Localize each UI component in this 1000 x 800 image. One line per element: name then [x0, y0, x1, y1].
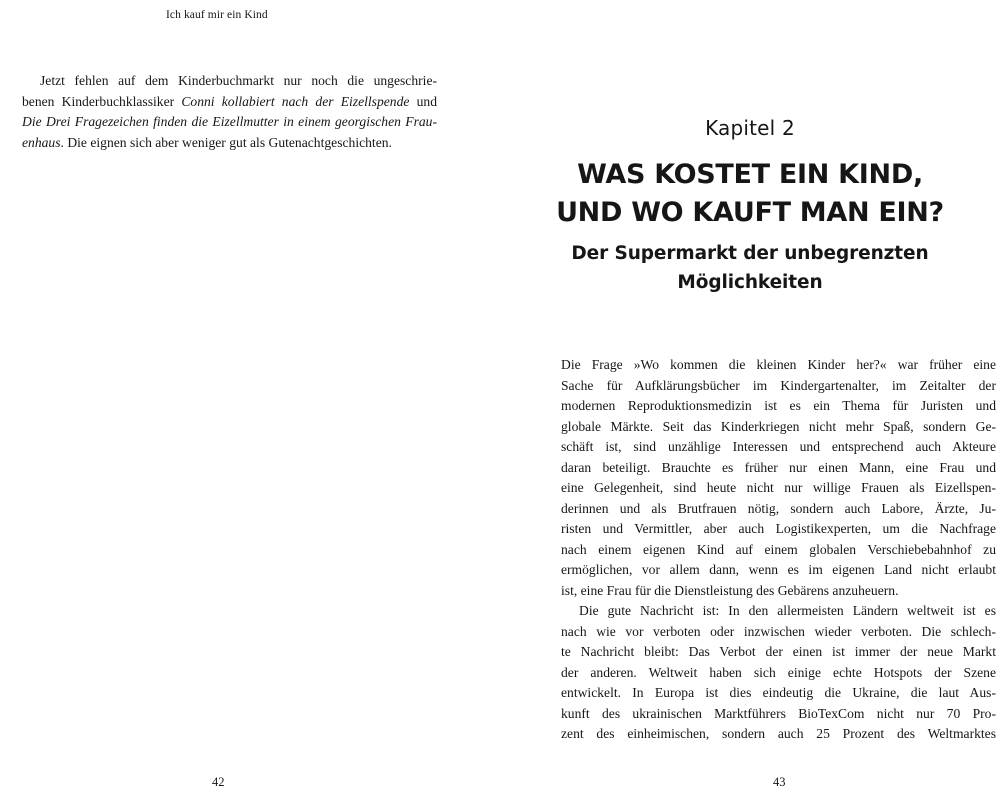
text-line: ermöglichen, vor allem dann, wenn es im eigenen Land nicht erlaubt: [561, 562, 996, 577]
text-line: Die gute Nachricht ist: In den allermeisten Ländern weltweit ist es: [579, 603, 996, 618]
text-line: daran beteiligt. Brauchte es früher nur einen Mann, eine Frau und: [561, 459, 996, 475]
book-title-conni: Conni kollabiert nach der Eizellspende: [181, 93, 410, 109]
text-line: entwickelt. In Europa ist dies eindeutig die Ukraine, die laut Aus-: [561, 685, 996, 700]
page-number: 43: [773, 775, 786, 789]
text-line: zent des einheimischen, sondern auch 25 Prozent des Weltmarktes: [561, 726, 996, 741]
text-line: ist, eine Frau für die Dienstleistung des Gebärens anzuheuern.: [561, 582, 899, 598]
text-line: [22, 112, 437, 133]
book-title-drei-fragezeichen: Die Drei Fragezeichen finden die Eizellmutter in einem georgischen Frau-: [22, 114, 437, 129]
text-line: risten und Vermittler, aber auch Logistikexperten, um die Nachfrage: [561, 521, 996, 536]
text-line: modernen Reproduktionsmedizin ist es ein Thema für Juristen und: [561, 398, 996, 413]
text-line: der anderen. Weltweit haben sich einige echte Hotspots der Szene: [561, 664, 996, 680]
text-line: globale Märkte. Seit das Kinderkriegen nicht mehr Spaß, sondern Ge-: [561, 418, 996, 434]
right-body-text: [561, 355, 996, 745]
text-line: schäft ist, sind unzählige Interessen und entsprechend auch Akteure: [561, 439, 996, 454]
text-line: eine Gelegenheit, sind heute nicht nur willige Frauen als Eizellspen-: [561, 480, 996, 495]
left-body-text: [22, 71, 437, 153]
chapter-title: WAS KOSTET EIN KIND, UND WO KAUFT MAN EIN?: [556, 159, 944, 228]
text-line: benen Kinderbuchklassiker Conni kollabiert nach der Eizellspende und: [22, 93, 437, 109]
chapter-label: Kapitel 2: [705, 116, 795, 140]
text-line: nach wie vor verboten oder inzwischen wieder verboten. Die schlech-: [561, 623, 996, 639]
text-line: Jetzt fehlen auf dem Kinderbuchmarkt nur noch die ungeschrie-: [40, 73, 437, 88]
text-line: derinnen und als Brutfrauen nötig, sondern auch Labore, Ärzte, Ju-: [561, 500, 996, 516]
running-head: Ich kauf mir ein Kind: [166, 9, 268, 21]
paragraph-2: [561, 601, 996, 745]
text-line: enhaus. Die eignen sich aber weniger gut als Gutenachtgeschichten.: [22, 134, 392, 150]
text-line: Sache für Aufklärungsbücher im Kindergartenalter, im Zeitalter der: [561, 377, 996, 393]
paragraph-1: [561, 355, 996, 601]
text-line: te Nachricht bleibt: Das Verbot der einen ist immer der neue Markt: [561, 644, 996, 659]
text-line: Die Frage »Wo kommen die kleinen Kinder her?« war früher eine: [561, 357, 996, 372]
chapter-subtitle: Der Supermarkt der unbegrenzten Möglichkeiten: [571, 243, 929, 293]
right-page: [500, 0, 1000, 800]
page-number: 42: [212, 775, 225, 789]
text-line: nach einem eigenen Kind auf einem globalen Verschiebebahnhof zu: [561, 541, 996, 557]
text-line: kunft des ukrainischen Marktführers BioTexCom nicht nur 70 Pro-: [561, 705, 996, 721]
